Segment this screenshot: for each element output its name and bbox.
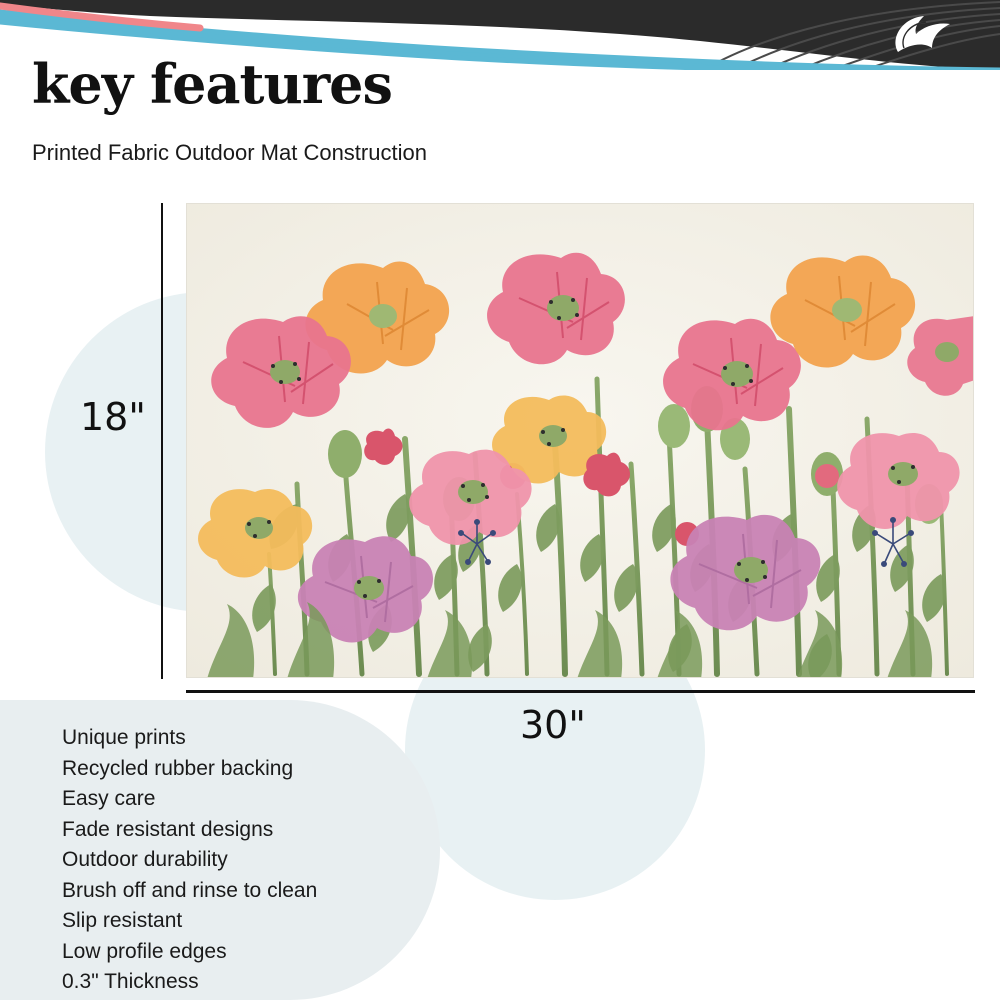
feature-list (62, 723, 317, 998)
list-item: Recycled rubber backing (62, 756, 294, 780)
page-title: key features (32, 52, 392, 116)
width-rule (186, 690, 975, 693)
list-item: Low profile edges (62, 939, 227, 963)
height-rule (161, 203, 163, 679)
list-item: Fade resistant designs (62, 817, 274, 841)
list-item: 0.3" Thickness (62, 970, 199, 993)
list-item: Slip resistant (62, 909, 183, 932)
list-item: Easy care (62, 787, 156, 810)
product-image (186, 203, 974, 678)
width-label: 30" (520, 703, 586, 747)
list-item: Brush off and rinse to clean (62, 878, 318, 902)
height-label: 18" (80, 395, 146, 439)
list-item: Unique prints (62, 726, 186, 749)
list-item: Outdoor durability (62, 848, 228, 871)
swan-logo-icon (880, 8, 958, 58)
page-subtitle: Printed Fabric Outdoor Mat Construction (32, 140, 427, 165)
